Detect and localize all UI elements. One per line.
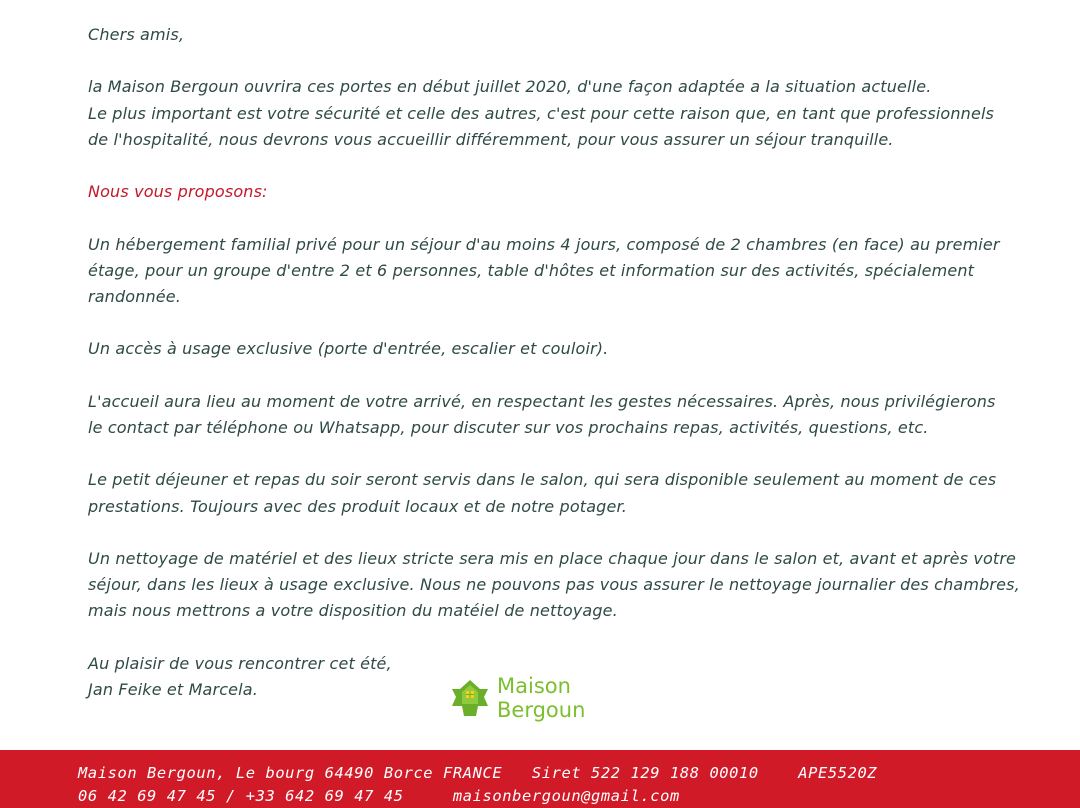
offer-cleaning: Un nettoyage de matériel et des lieux stricte sera mis en place chaque jour dans le salon et, avant et après votre séjour, dans les lieux à usage exclusive. Nous ne pouvons pas vous assurer le nettoyage journalier des chambres, mais nous mettrons a votre disposition du matéiel de nettoyage.: [88, 548, 1020, 621]
offer-meals: Le petit déjeuner et repas du soir seront servis dans le salon, qui sera disponible seulement au moment de ces prestations. Toujours avec des produit locaux et de notre potager.: [88, 470, 997, 516]
logo-line-bergoun: Bergoun: [497, 698, 586, 722]
logo-line-maison: Maison: [497, 674, 571, 698]
footer-line-1: [78, 764, 877, 782]
maison-bergoun-logo: [448, 670, 618, 726]
footer-address: Maison Bergoun, Le bourg 64490 Borce FRANCE: [78, 764, 503, 782]
intro-paragraph: [88, 74, 1038, 153]
footer-phones: 06 42 69 47 45 / +33 642 69 47 45: [78, 787, 404, 805]
footer-email[interactable]: maisonbergoun@gmail.com: [452, 787, 680, 805]
closing-line: Au plaisir de vous rencontrer cet été,: [88, 653, 392, 673]
welcome-line: L'accueil aura lieu au moment de votre arrivé, en respectant les gestes nécessaires. Après, nous privilégierons: [88, 391, 996, 411]
offer-access: Un accès à usage exclusive (porte d'entrée, escalier et couloir).: [88, 339, 609, 359]
footer-bar: [0, 750, 1080, 808]
footer-line-2: [78, 787, 680, 805]
footer-siret: Siret 522 129 188 00010: [531, 764, 759, 782]
signature: Jan Feike et Marcela.: [88, 679, 258, 699]
proposal-heading: Nous vous proposons:: [88, 182, 268, 202]
intro-line: la Maison Bergoun ouvrira ces portes en début juillet 2020, d'une façon adaptée a la situation actuelle.: [88, 77, 932, 97]
greeting: Chers amis,: [88, 25, 185, 44]
letter-body: [88, 22, 1038, 703]
intro-line: Le plus important est votre sécurité et celle des autres, c'est pour cette raison que, en tant que professionnels: [88, 103, 995, 123]
intro-line: de l'hospitalité, nous devrons vous accueillir différemment, pour vous assurer un séjour tranquille.: [88, 129, 894, 149]
offer-welcome: [88, 389, 1038, 441]
welcome-line: le contact par téléphone ou Whatsapp, pour discuter sur vos prochains repas, activités, questions, etc.: [88, 417, 929, 437]
house-icon: [448, 676, 492, 720]
logo-wordmark: [497, 674, 585, 722]
offer-lodging: Un hébergement familial privé pour un séjour d'au moins 4 jours, composé de 2 chambres (en face) au premier étage, pour un groupe d'entre 2 et 6 personnes, table d'hôtes et information sur des activités, spécialement randonnée.: [88, 234, 1000, 306]
footer-ape: APE5520Z: [798, 764, 878, 782]
